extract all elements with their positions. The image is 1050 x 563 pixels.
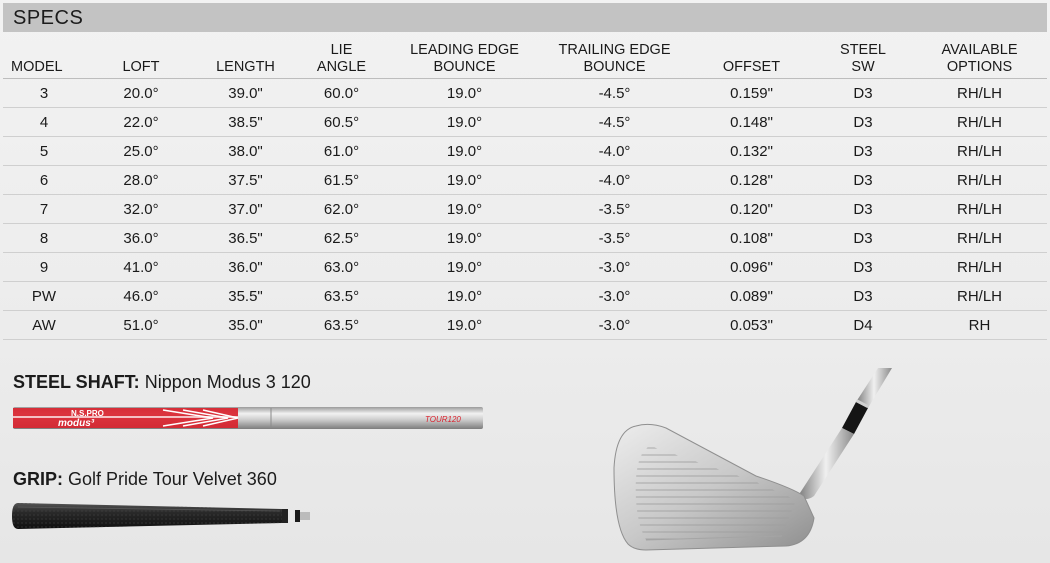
cell-options: RH/LH (912, 137, 1047, 166)
cell-offset: 0.089" (689, 282, 814, 311)
cell-options: RH/LH (912, 79, 1047, 108)
grip-image (12, 501, 312, 531)
specs-table (3, 36, 1047, 340)
cell-length: 38.5" (197, 108, 294, 137)
cell-lie-angle: 60.5° (294, 108, 389, 137)
cell-trailing-edge-bounce: -3.0° (540, 311, 689, 340)
col-header-model: MODEL (11, 59, 63, 75)
col-header-trailing-edge-bounce: TRAILING EDGE BOUNCE (558, 42, 671, 75)
cell-model: 7 (3, 195, 85, 224)
cell-steel-sw: D3 (814, 224, 912, 253)
cell-lie-angle: 62.5° (294, 224, 389, 253)
cell-leading-edge-bounce: 19.0° (389, 79, 540, 108)
cell-options: RH/LH (912, 224, 1047, 253)
cell-length: 39.0" (197, 79, 294, 108)
cell-length: 36.5" (197, 224, 294, 253)
cell-offset: 0.096" (689, 253, 814, 282)
cell-options: RH (912, 311, 1047, 340)
cell-offset: 0.132" (689, 137, 814, 166)
col-header-available-options: AVAILABLE OPTIONS (941, 42, 1018, 75)
table-row (3, 311, 1047, 340)
shaft-logo-model: TOUR120 (425, 415, 461, 424)
cell-leading-edge-bounce: 19.0° (389, 195, 540, 224)
specs-header-bar (3, 3, 1047, 32)
cell-lie-angle: 61.5° (294, 166, 389, 195)
cell-loft: 46.0° (85, 282, 197, 311)
cell-leading-edge-bounce: 19.0° (389, 224, 540, 253)
table-row (3, 195, 1047, 224)
col-header-lie-angle: LIE ANGLE (316, 42, 367, 75)
table-row (3, 282, 1047, 311)
cell-loft: 32.0° (85, 195, 197, 224)
specs-header-row (3, 36, 1047, 79)
cell-leading-edge-bounce: 19.0° (389, 137, 540, 166)
col-header-loft: LOFT (122, 59, 160, 75)
cell-steel-sw: D3 (814, 253, 912, 282)
specs-title: SPECS (13, 7, 84, 29)
cell-model: 9 (3, 253, 85, 282)
cell-options: RH/LH (912, 108, 1047, 137)
cell-lie-angle: 63.5° (294, 311, 389, 340)
cell-leading-edge-bounce: 19.0° (389, 253, 540, 282)
cell-loft: 22.0° (85, 108, 197, 137)
cell-length: 35.0" (197, 311, 294, 340)
cell-steel-sw: D3 (814, 137, 912, 166)
cell-loft: 36.0° (85, 224, 197, 253)
shaft-logo-brand: N.S.PRO (71, 409, 104, 418)
cell-model: 8 (3, 224, 85, 253)
cell-leading-edge-bounce: 19.0° (389, 311, 540, 340)
cell-model: 3 (3, 79, 85, 108)
cell-loft: 28.0° (85, 166, 197, 195)
cell-steel-sw: D3 (814, 166, 912, 195)
table-row (3, 137, 1047, 166)
cell-trailing-edge-bounce: -3.5° (540, 195, 689, 224)
cell-options: RH/LH (912, 282, 1047, 311)
cell-trailing-edge-bounce: -4.0° (540, 137, 689, 166)
table-row (3, 224, 1047, 253)
cell-steel-sw: D4 (814, 311, 912, 340)
cell-loft: 51.0° (85, 311, 197, 340)
cell-options: RH/LH (912, 253, 1047, 282)
steel-shaft-image (13, 403, 483, 433)
cell-steel-sw: D3 (814, 195, 912, 224)
cell-offset: 0.159" (689, 79, 814, 108)
cell-steel-sw: D3 (814, 79, 912, 108)
cell-trailing-edge-bounce: -4.5° (540, 108, 689, 137)
grip-label: GRIP: (13, 469, 64, 489)
cell-leading-edge-bounce: 19.0° (389, 282, 540, 311)
cell-steel-sw: D3 (814, 282, 912, 311)
grip-value: Golf Pride Tour Velvet 360 (68, 469, 277, 489)
cell-leading-edge-bounce: 19.0° (389, 108, 540, 137)
cell-model: 4 (3, 108, 85, 137)
iron-club-image (606, 368, 912, 554)
col-header-leading-edge-bounce: LEADING EDGE BOUNCE (410, 42, 519, 75)
cell-offset: 0.128" (689, 166, 814, 195)
cell-lie-angle: 63.0° (294, 253, 389, 282)
cell-trailing-edge-bounce: -3.0° (540, 282, 689, 311)
cell-lie-angle: 62.0° (294, 195, 389, 224)
cell-trailing-edge-bounce: -4.0° (540, 166, 689, 195)
shaft-caption (13, 372, 311, 393)
cell-trailing-edge-bounce: -4.5° (540, 79, 689, 108)
cell-length: 38.0" (197, 137, 294, 166)
table-row (3, 108, 1047, 137)
cell-leading-edge-bounce: 19.0° (389, 166, 540, 195)
cell-length: 36.0" (197, 253, 294, 282)
cell-offset: 0.108" (689, 224, 814, 253)
table-row (3, 253, 1047, 282)
cell-loft: 41.0° (85, 253, 197, 282)
cell-loft: 20.0° (85, 79, 197, 108)
cell-length: 37.5" (197, 166, 294, 195)
shaft-value: Nippon Modus 3 120 (144, 372, 311, 392)
cell-lie-angle: 61.0° (294, 137, 389, 166)
cell-offset: 0.148" (689, 108, 814, 137)
shaft-label: STEEL SHAFT: (13, 372, 140, 392)
cell-steel-sw: D3 (814, 108, 912, 137)
cell-model: 5 (3, 137, 85, 166)
cell-trailing-edge-bounce: -3.0° (540, 253, 689, 282)
cell-model: 6 (3, 166, 85, 195)
col-header-steel-sw: STEEL SW (840, 42, 886, 75)
cell-lie-angle: 60.0° (294, 79, 389, 108)
cell-trailing-edge-bounce: -3.5° (540, 224, 689, 253)
table-row (3, 79, 1047, 108)
cell-lie-angle: 63.5° (294, 282, 389, 311)
cell-loft: 25.0° (85, 137, 197, 166)
cell-options: RH/LH (912, 166, 1047, 195)
cell-length: 37.0" (197, 195, 294, 224)
col-header-offset: OFFSET (722, 59, 781, 75)
col-header-length: LENGTH (216, 59, 275, 75)
shaft-logo-name: modus³ (58, 418, 95, 429)
cell-options: RH/LH (912, 195, 1047, 224)
cell-length: 35.5" (197, 282, 294, 311)
grip-caption (13, 469, 277, 490)
cell-offset: 0.120" (689, 195, 814, 224)
table-row (3, 166, 1047, 195)
cell-model: PW (3, 282, 85, 311)
cell-offset: 0.053" (689, 311, 814, 340)
cell-model: AW (3, 311, 85, 340)
